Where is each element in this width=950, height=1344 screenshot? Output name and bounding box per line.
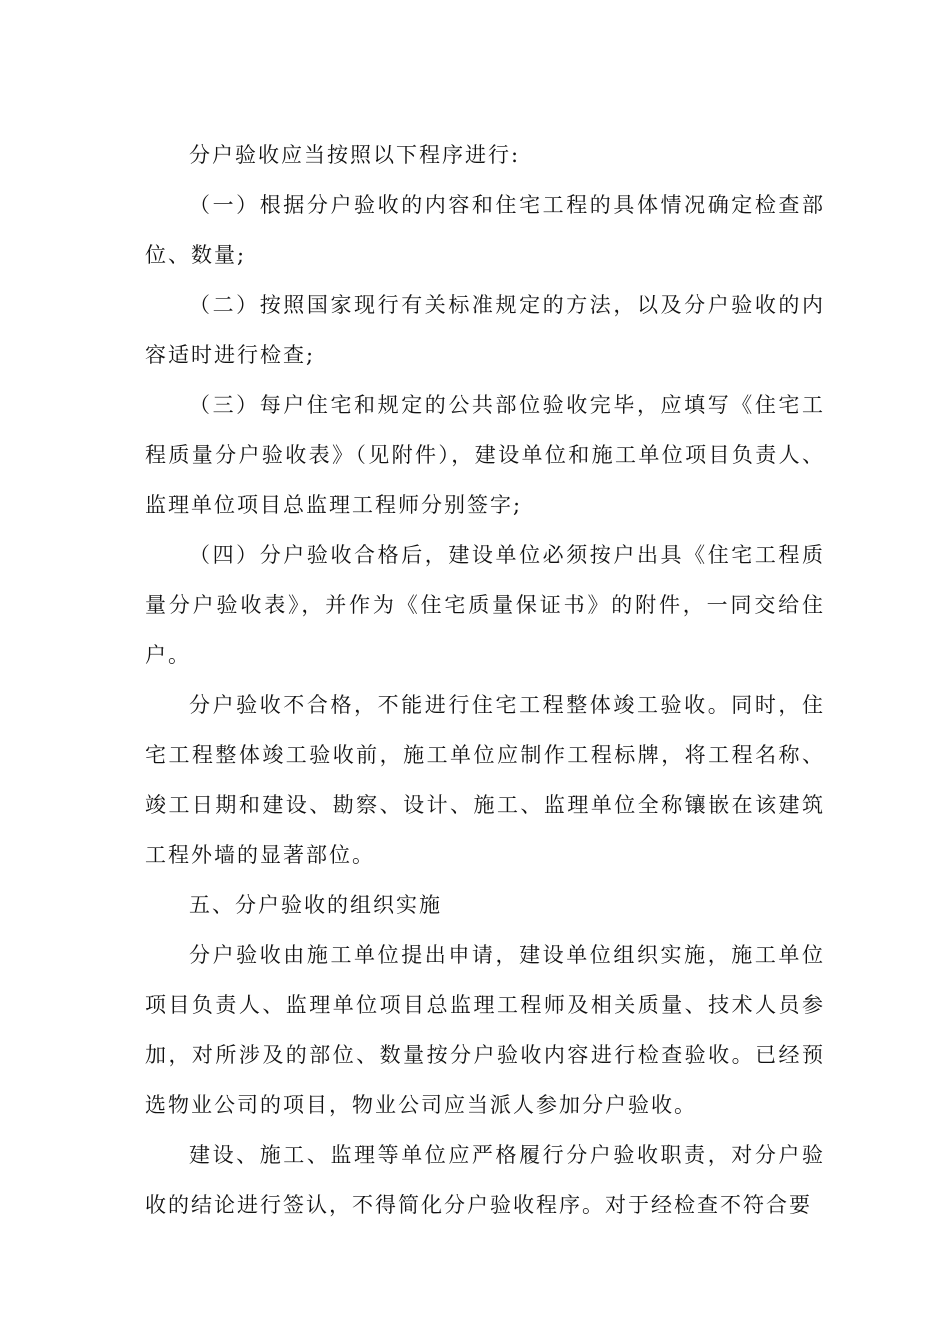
paragraph-step-1: （一）根据分户验收的内容和住宅工程的具体情况确定检查部位、数量; — [145, 193, 825, 267]
paragraph-unqualified-acceptance: 分户验收不合格，不能进行住宅工程整体竣工验收。同时，住宅工程整体竣工验收前，施工单位应制作工程标牌，将工程名称、竣工日期和建设、勘察、设计、施工、监理单位全称镶嵌在该建筑工程外墙的显著部位。 — [145, 693, 825, 867]
paragraph-step-3: （三）每户住宅和规定的公共部位验收完毕，应填写《住宅工程质量分户验收表》（见附件），建设单位和施工单位项目负责人、监理单位项目总监理工程师分别签字; — [145, 393, 825, 517]
paragraph-step-4: （四）分户验收合格后，建设单位必须按户出具《住宅工程质量分户验收表》，并作为《住宅质量保证书》的附件，一同交给住户。 — [145, 543, 825, 667]
document-body — [145, 130, 825, 1230]
paragraph-procedure-intro: 分户验收应当按照以下程序进行: — [189, 143, 521, 167]
paragraph-step-2: （二）按照国家现行有关标准规定的方法，以及分户验收的内容适时进行检查; — [145, 293, 825, 367]
paragraph-responsibilities: 建设、施工、监理等单位应严格履行分户验收职责，对分户验收的结论进行签认，不得简化分户验收程序。对于经检查不符合要 — [145, 1143, 825, 1217]
section-heading-organization: 五、分户验收的组织实施 — [189, 893, 442, 917]
paragraph-organization-details: 分户验收由施工单位提出申请，建设单位组织实施，施工单位项目负责人、监理单位项目总监理工程师及相关质量、技术人员参加，对所涉及的部位、数量按分户验收内容进行检查验收。已经预选物业公司的项目，物业公司应当派人参加分户验收。 — [145, 943, 825, 1117]
